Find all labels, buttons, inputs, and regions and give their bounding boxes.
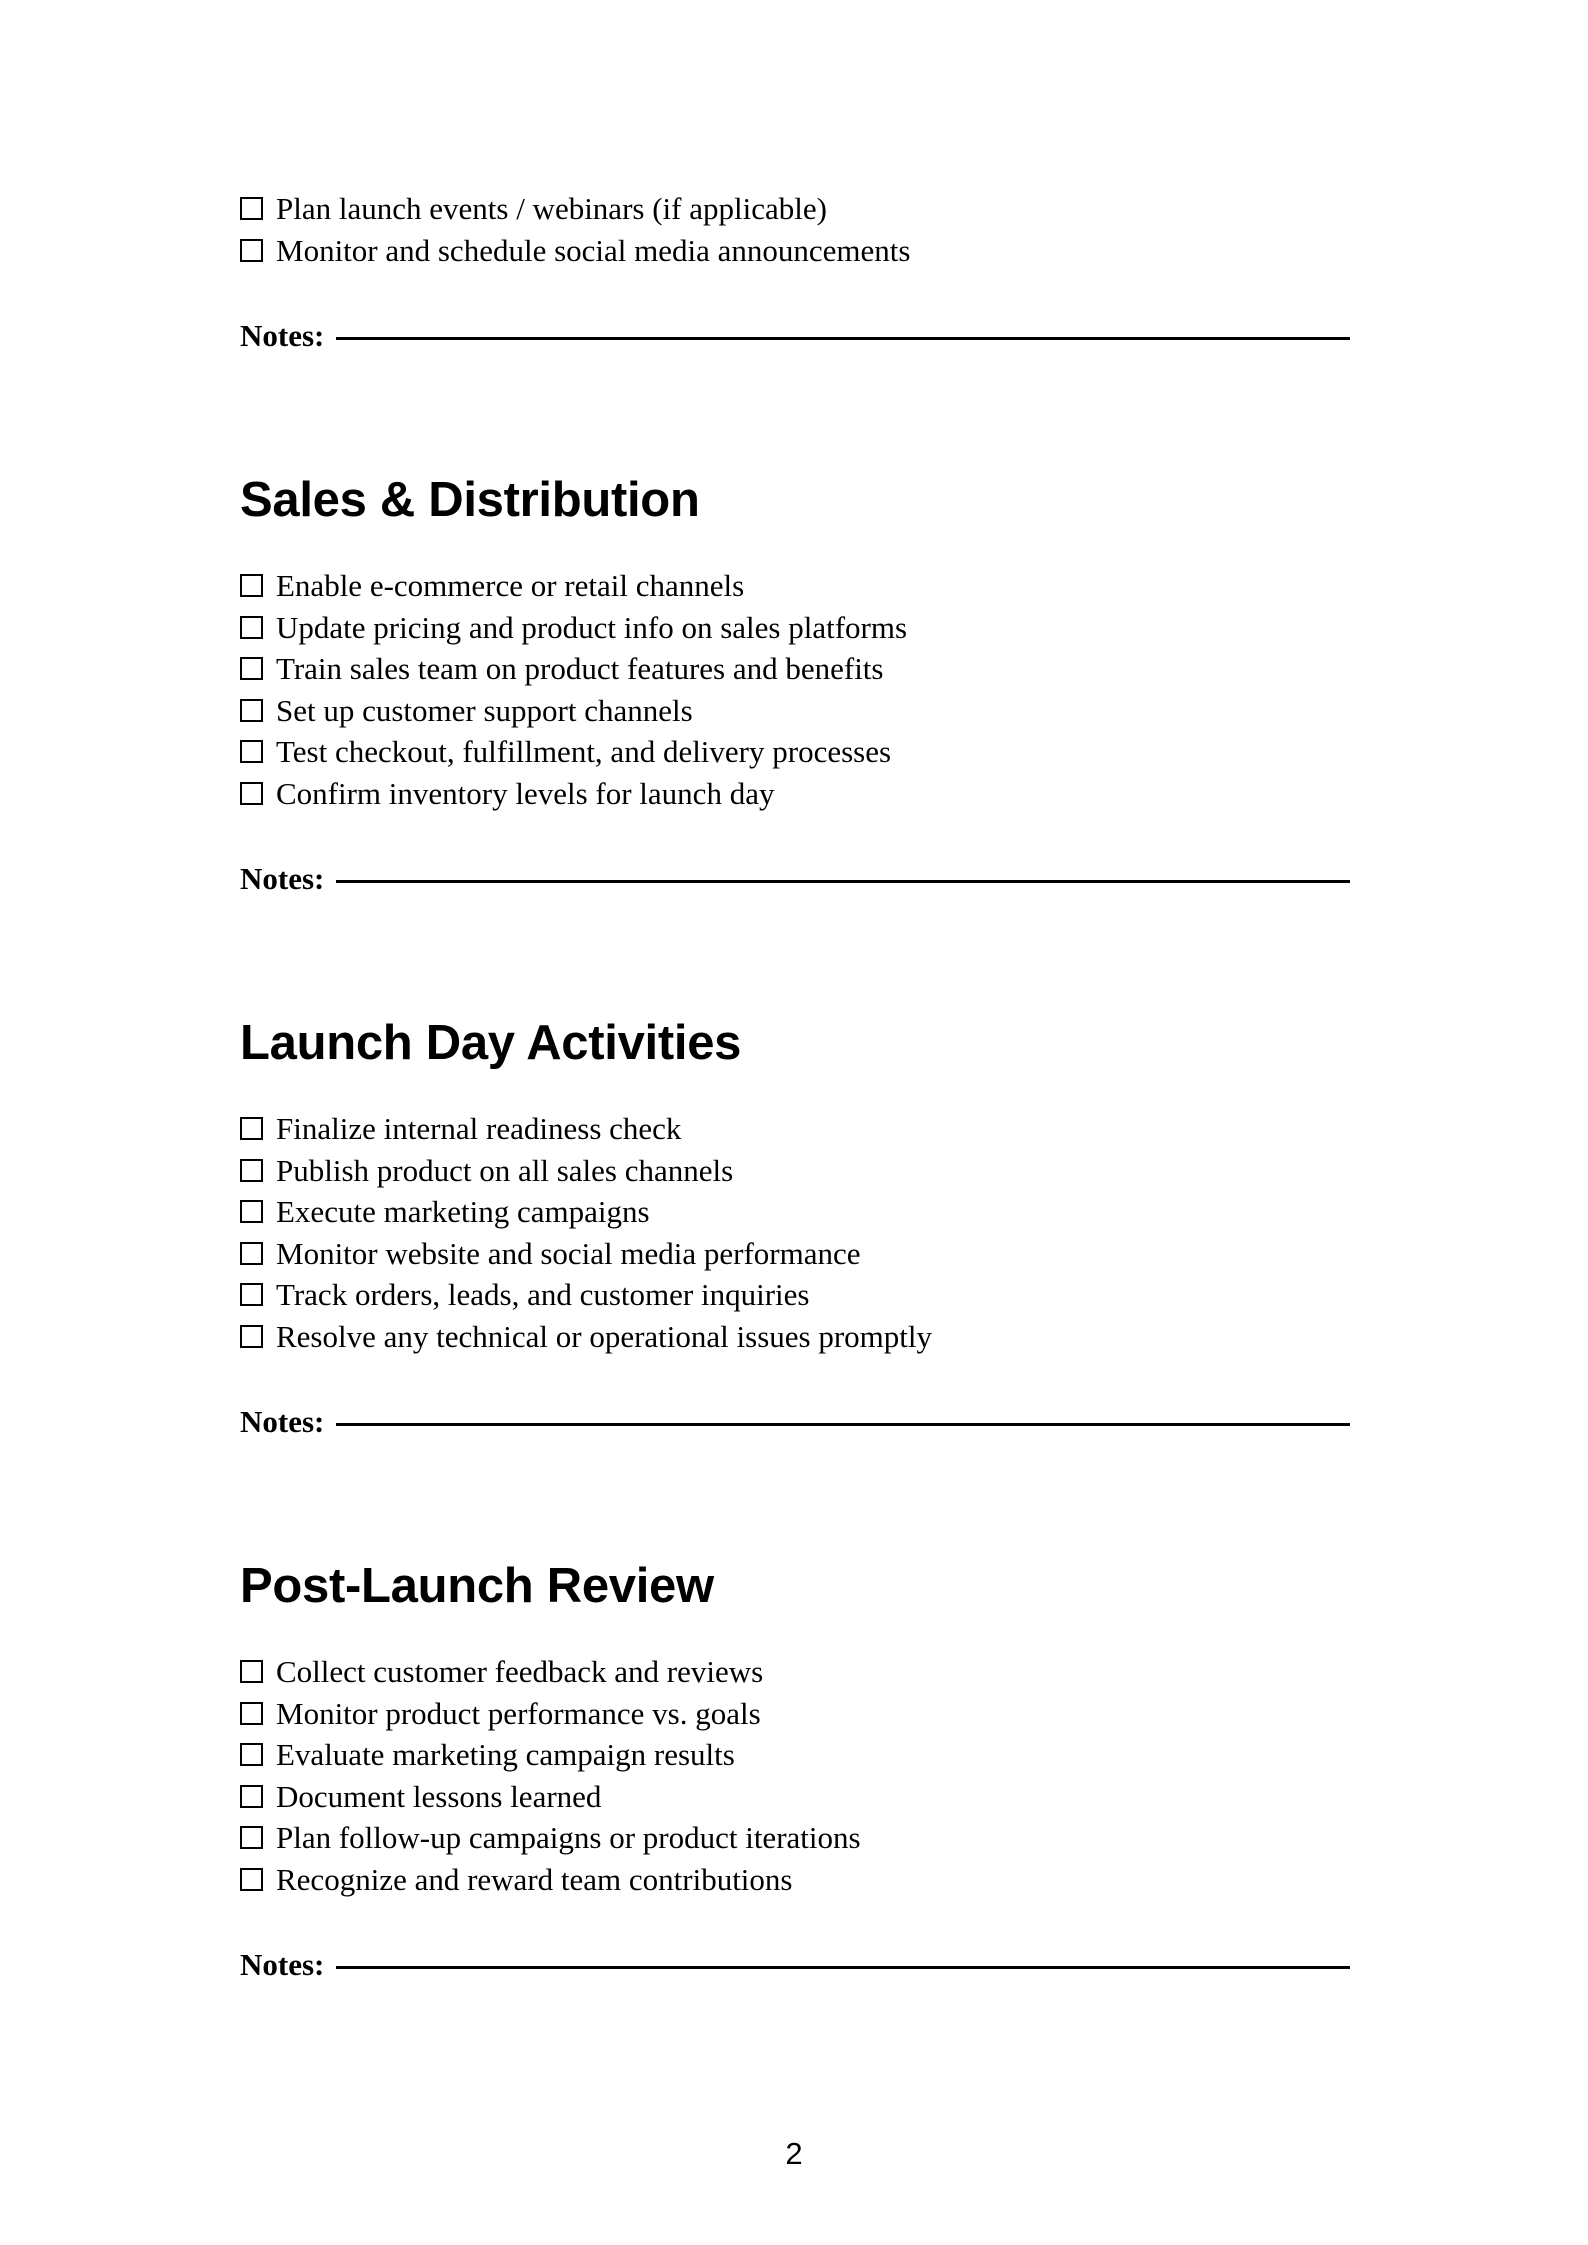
section-spacer — [240, 354, 1350, 472]
checklist-item[interactable] — [240, 1233, 1350, 1275]
checkbox-empty-icon[interactable] — [240, 1660, 263, 1683]
checkbox-empty-icon[interactable] — [240, 1283, 263, 1306]
checklist-item-label: Monitor product performance vs. goals — [276, 1695, 761, 1731]
checkbox-empty-icon[interactable] — [240, 1325, 263, 1348]
notes-row — [240, 318, 1350, 354]
section-spacer — [240, 1614, 1350, 1651]
section-spacer — [240, 1440, 1350, 1558]
checkbox-empty-icon[interactable] — [240, 657, 263, 680]
checklist-item[interactable] — [240, 1776, 1350, 1818]
sections-container — [240, 354, 1350, 1983]
checklist-item-label: Track orders, leads, and customer inquiries — [276, 1277, 810, 1312]
checklist-item-label: Confirm inventory levels for launch day — [276, 775, 775, 811]
notes-row — [240, 1404, 1350, 1440]
section-heading: Sales & Distribution — [240, 473, 700, 527]
page-number: 2 — [785, 2136, 803, 2171]
checklist-item[interactable] — [240, 731, 1350, 773]
section-heading: Launch Day Activities — [240, 1016, 742, 1070]
checklist — [240, 1108, 1350, 1357]
checkbox-empty-icon[interactable] — [240, 1242, 263, 1265]
checklist-item-label: Plan follow-up campaigns or product iterations — [276, 1820, 861, 1855]
notes-label: Notes: — [240, 318, 325, 353]
checkbox-empty-icon[interactable] — [240, 740, 263, 763]
checklist-item[interactable] — [240, 565, 1350, 607]
checklist-item[interactable] — [240, 1150, 1350, 1192]
section-heading: Post-Launch Review — [240, 1559, 714, 1613]
checklist-item-label: Document lessons learned — [276, 1778, 602, 1814]
notes-label: Notes: — [240, 1404, 325, 1439]
checkbox-empty-icon[interactable] — [240, 1117, 263, 1140]
checklist-item-label: Monitor website and social media performance — [276, 1235, 861, 1271]
checklist-section — [240, 354, 1350, 897]
checklist-item-label: Execute marketing campaigns — [276, 1194, 650, 1229]
checklist-item-label: Resolve any technical or operational issues promptly — [276, 1318, 932, 1354]
notes-row — [240, 861, 1350, 897]
checkbox-empty-icon[interactable] — [240, 699, 263, 722]
checklist-item-label: Finalize internal readiness check — [276, 1111, 682, 1146]
notes-write-line[interactable] — [336, 880, 1350, 883]
checklist-item-label: Set up customer support channels — [276, 692, 693, 728]
notes-label: Notes: — [240, 1947, 325, 1982]
checkbox-empty-icon[interactable] — [240, 1159, 263, 1182]
checklist-item[interactable] — [240, 1817, 1350, 1859]
checklist-item[interactable] — [240, 773, 1350, 815]
notes-label: Notes: — [240, 861, 325, 896]
checklist-section — [240, 897, 1350, 1440]
checklist-item-label: Train sales team on product features and benefits — [276, 651, 884, 686]
checkbox-empty-icon[interactable] — [240, 1743, 263, 1766]
checklist-item[interactable] — [240, 1734, 1350, 1776]
checkbox-empty-icon[interactable] — [240, 574, 263, 597]
checkbox-empty-icon[interactable] — [240, 1200, 263, 1223]
checklist-item[interactable] — [240, 1859, 1350, 1901]
checklist-item[interactable] — [240, 648, 1350, 690]
page-content — [240, 0, 1350, 1983]
checklist — [240, 565, 1350, 814]
checklist-item[interactable] — [240, 1108, 1350, 1150]
notes-write-line[interactable] — [336, 1423, 1350, 1426]
notes-write-line[interactable] — [336, 1966, 1350, 1969]
checklist-item[interactable] — [240, 1316, 1350, 1358]
checkbox-empty-icon[interactable] — [240, 1702, 263, 1725]
checklist — [240, 188, 1350, 271]
checklist-item[interactable] — [240, 1693, 1350, 1735]
notes-row — [240, 1947, 1350, 1983]
checklist-item[interactable] — [240, 1274, 1350, 1316]
section-spacer — [240, 1071, 1350, 1108]
checklist-item-label: Publish product on all sales channels — [276, 1152, 734, 1188]
checklist-item[interactable] — [240, 230, 1350, 272]
checklist-item[interactable] — [240, 1651, 1350, 1693]
checklist-item-label: Update pricing and product info on sales platforms — [276, 609, 908, 645]
checkbox-empty-icon[interactable] — [240, 782, 263, 805]
checklist-item-label: Evaluate marketing campaign results — [276, 1737, 735, 1772]
checklist-item[interactable] — [240, 607, 1350, 649]
checklist-section — [240, 1440, 1350, 1983]
checklist-item-label: Plan launch events / webinars (if applicable) — [276, 191, 827, 226]
checkbox-empty-icon[interactable] — [240, 1868, 263, 1891]
checklist — [240, 1651, 1350, 1900]
checkbox-empty-icon[interactable] — [240, 1785, 263, 1808]
checklist-item-label: Collect customer feedback and reviews — [276, 1654, 764, 1689]
checklist-item-label: Recognize and reward team contributions — [276, 1861, 793, 1897]
section-spacer — [240, 528, 1350, 565]
checklist-item[interactable] — [240, 1191, 1350, 1233]
checklist-item[interactable] — [240, 690, 1350, 732]
notes-write-line[interactable] — [336, 337, 1350, 340]
continued-checklist-section — [240, 0, 1350, 354]
checklist-item-label: Test checkout, fulfillment, and delivery processes — [276, 734, 892, 769]
checklist-item-label: Enable e-commerce or retail channels — [276, 568, 745, 603]
checkbox-empty-icon[interactable] — [240, 1826, 263, 1849]
section-spacer — [240, 897, 1350, 1015]
checkbox-empty-icon[interactable] — [240, 197, 263, 220]
checklist-item[interactable] — [240, 188, 1350, 230]
checkbox-empty-icon[interactable] — [240, 239, 263, 262]
checklist-item-label: Monitor and schedule social media announcements — [276, 232, 911, 268]
checkbox-empty-icon[interactable] — [240, 616, 263, 639]
